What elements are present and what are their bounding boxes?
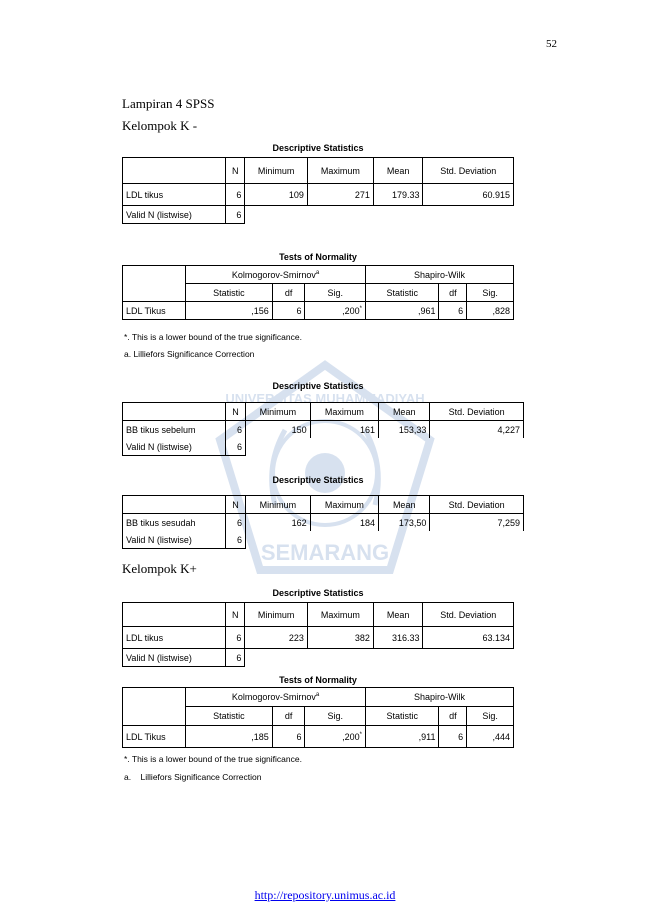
table5-row2-n: 6	[226, 649, 245, 667]
table6-note2: a. Lilliefors Significance Correction	[124, 772, 262, 782]
table6-sw-sig: ,444	[467, 726, 514, 748]
table4-row1-min: 162	[246, 514, 311, 532]
table4-row1-sd: 7,259	[430, 514, 524, 532]
table5-row2-label: Valid N (listwise)	[123, 649, 226, 667]
table2-ks-label: Kolmogorov-Smirnov	[231, 269, 316, 280]
table4-col-sd: Std. Deviation	[430, 496, 524, 514]
table6-sub-ks-sig: Sig.	[305, 707, 366, 726]
table6-ks-sig	[305, 726, 366, 748]
table1-col-mean: Mean	[373, 158, 423, 184]
table3-corner	[123, 403, 226, 421]
table5-row1-mean: 316.33	[373, 627, 423, 649]
table2-sw-header: Shapiro-Wilk	[366, 266, 514, 284]
table6-ks-sig-value: ,200	[342, 731, 360, 742]
table6-sw-df: 6	[439, 726, 467, 748]
table6-sw-stat: ,911	[366, 726, 439, 748]
table1-col-sd: Std. Deviation	[423, 158, 514, 184]
table6-sub-sw-stat: Statistic	[366, 707, 439, 726]
table4-col-mean: Mean	[379, 496, 430, 514]
table4-corner	[123, 496, 226, 514]
table2-note1: *. This is a lower bound of the true significance.	[124, 332, 302, 342]
table3-col-sd: Std. Deviation	[430, 403, 524, 421]
table5-corner	[123, 603, 226, 627]
table2-ks-sup: a	[315, 269, 320, 276]
table1-title: Descriptive Statistics	[272, 143, 364, 153]
table2-sub-sw-df: df	[439, 284, 467, 302]
table2-ks-sig	[305, 302, 366, 320]
table3-col-mean: Mean	[379, 403, 430, 421]
table1-col-max: Maximum	[307, 158, 373, 184]
table6-sub-ks-df: df	[272, 707, 305, 726]
table2-ks-df: 6	[272, 302, 305, 320]
table2-ks-sig-value: ,200	[342, 305, 360, 316]
table4-row1-n: 6	[226, 514, 246, 532]
table1-row1-label: LDL tikus	[123, 184, 226, 206]
table6-normality	[122, 687, 514, 748]
table3-row1-min: 150	[246, 421, 311, 439]
table6-ks-label: Kolmogorov-Smirnov	[231, 692, 316, 702]
table4-row1-max: 184	[310, 514, 378, 532]
table3-col-min: Minimum	[246, 403, 311, 421]
table5-row1-n: 6	[226, 627, 245, 649]
table2-title: Tests of Normality	[279, 252, 357, 262]
table4-title: Descriptive Statistics	[272, 475, 364, 485]
table5-col-n: N	[226, 603, 245, 627]
table1-row1-n: 6	[226, 184, 245, 206]
table6-sub-sw-df: df	[439, 707, 467, 726]
watermark-bottom-text: SEMARANG	[260, 540, 390, 565]
table5-col-max: Maximum	[307, 603, 373, 627]
table4-row1-mean: 173,50	[379, 514, 430, 532]
table6-ks-sig-sup: *	[359, 731, 363, 738]
table1-row1-mean: 179.33	[373, 184, 423, 206]
table1-row1-sd: 60.915	[423, 184, 514, 206]
table2-normality	[122, 265, 514, 320]
table6-ks-header	[186, 688, 366, 707]
table5-title: Descriptive Statistics	[272, 588, 364, 598]
table4-descriptive	[122, 495, 524, 549]
table4-row2-n: 6	[226, 531, 246, 549]
appendix-title: Lampiran 4 SPSS	[122, 96, 215, 111]
table2-sw-df: 6	[439, 302, 467, 320]
table5-col-sd: Std. Deviation	[423, 603, 514, 627]
group2-title: Kelompok K+	[122, 561, 197, 576]
table3-title: Descriptive Statistics	[272, 381, 364, 391]
table4-col-max: Maximum	[310, 496, 378, 514]
table3-col-max: Maximum	[310, 403, 378, 421]
table5-col-min: Minimum	[245, 603, 307, 627]
table1-descriptive	[122, 157, 514, 224]
table6-sw-header: Shapiro-Wilk	[366, 688, 514, 707]
table2-sub-ks-sig: Sig.	[305, 284, 366, 302]
table4-col-min: Minimum	[246, 496, 311, 514]
table6-ks-df: 6	[272, 726, 305, 748]
page-number: 52	[546, 38, 557, 50]
table5-col-mean: Mean	[373, 603, 423, 627]
table3-descriptive	[122, 402, 524, 456]
table4-row1-label: BB tikus sesudah	[123, 514, 226, 532]
table6-corner	[123, 688, 186, 726]
table5-row1-min: 223	[245, 627, 307, 649]
table2-ks-header	[186, 266, 366, 284]
table4-col-n: N	[226, 496, 246, 514]
table2-ks-stat: ,156	[186, 302, 273, 320]
table1-row1-min: 109	[245, 184, 307, 206]
table3-row2-n: 6	[226, 438, 246, 456]
table3-row1-n: 6	[226, 421, 246, 439]
table5-row1-max: 382	[307, 627, 373, 649]
watermark-top-text: UNIVERSITAS MUHAMMADIYAH	[225, 391, 425, 406]
table2-ks-sig-sup: *	[359, 305, 363, 312]
group1-title: Kelompok K -	[122, 118, 198, 133]
table2-sub-sw-sig: Sig.	[467, 284, 514, 302]
table6-sub-ks-stat: Statistic	[186, 707, 273, 726]
table2-corner	[123, 266, 186, 302]
table6-sub-sw-sig: Sig.	[467, 707, 514, 726]
table5-row1-label: LDL tikus	[123, 627, 226, 649]
table3-col-n: N	[226, 403, 246, 421]
table3-row1-mean: 153,33	[379, 421, 430, 439]
table6-title: Tests of Normality	[279, 675, 357, 685]
table1-col-n: N	[226, 158, 245, 184]
table3-row2-label: Valid N (listwise)	[123, 438, 226, 456]
table2-sw-stat: ,961	[366, 302, 439, 320]
table2-note2: a. Lilliefors Significance Correction	[124, 349, 255, 359]
table1-row2-n: 6	[226, 206, 245, 224]
table3-row1-max: 161	[310, 421, 378, 439]
repository-link[interactable]: http://repository.unimus.ac.id	[254, 888, 396, 902]
table1-row1-max: 271	[307, 184, 373, 206]
table5-row1-sd: 63.134	[423, 627, 514, 649]
table1-row2-label: Valid N (listwise)	[123, 206, 226, 224]
table2-sw-sig: ,828	[467, 302, 514, 320]
table6-ks-sup: a	[315, 692, 320, 698]
table3-row1-sd: 4,227	[430, 421, 524, 439]
table2-row-label: LDL Tikus	[123, 302, 186, 320]
table5-descriptive	[122, 602, 514, 667]
table6-note1: *. This is a lower bound of the true significance.	[124, 754, 302, 764]
table2-sub-sw-stat: Statistic	[366, 284, 439, 302]
table6-row-label: LDL Tikus	[123, 726, 186, 748]
table4-row2-label: Valid N (listwise)	[123, 531, 226, 549]
table2-sub-ks-stat: Statistic	[186, 284, 273, 302]
table1-corner	[123, 158, 226, 184]
table1-col-min: Minimum	[245, 158, 307, 184]
table2-sub-ks-df: df	[272, 284, 305, 302]
table6-ks-stat: ,185	[186, 726, 273, 748]
table3-row1-label: BB tikus sebelum	[123, 421, 226, 439]
